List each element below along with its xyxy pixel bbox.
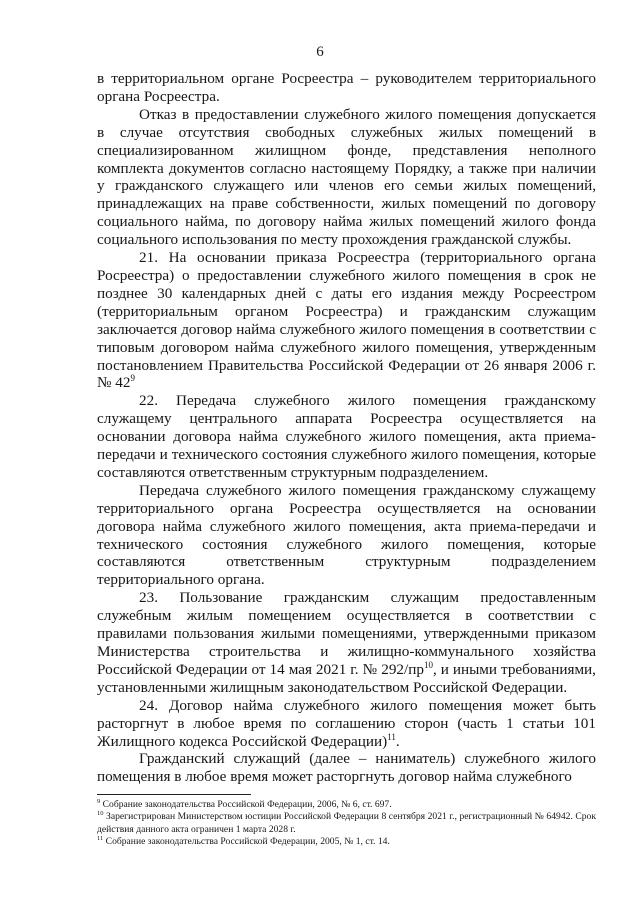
page-number: 6 [316,44,324,60]
paragraph-clause-22: 22. Передача служебного жилого помещения гражданскому служащему центрального аппарата Росреестра осуществляется на основании договора найма служебного жилого помещения, акта приема-передачи и технического состояния служебного жилого помещения, которые составляются ответственным структурным подразделением. [97,392,596,481]
paragraph-clause-23: 23. Пользование гражданским служащим предоставленным служебным жилым помещением осуществляется в соответствии с правилами пользования жилыми помещениями, утвержденными приказом Министерства строительства и жилищно-коммунального хозяйства Российской Федерации от 14 мая 2021 г. № $292/пр^{10}$, и иными требованиями, установленными жилищным законодательством Российской Федерации. [97,589,596,696]
footnote-ref-9[interactable]: 9 [130,373,135,384]
footnote-9: $^9$ Собрание законодательства Российской Федерации, 2006, № 6, ст. 697. [97,798,392,810]
footnote-11: $^{11}$ Собрание законодательства Российской Федерации, 2005, № 1, ст. 14. [97,835,390,848]
footnote-ref-11[interactable]: 11 [387,731,396,742]
footnote-ref-10[interactable]: 10 [423,659,433,670]
paragraph-territorial-transfer: Передача служебного жилого помещения гражданскому служащему территориального органа Росреестра осуществляется на основании договора найма служебного жилого помещения, акта приема-передачи и технического состояния служебного жилого помещения, которые составляются ответственным структурным подразделением территориального органа. [97,481,596,589]
paragraph-clause-24: 24. Договор найма служебного жилого помещения может быть расторгнут в любое время по соглашению сторон (часть 1 статьи 101 Жилищного кодекса Российской Федерации)$^{11}$. [97,696,596,750]
footnote-divider [97,794,251,795]
paragraph-clause-21: 21. На основании приказа Росреестра (территориального органа Росреестра) о предоставлении служебного жилого помещения в срок не позднее 30 календарных дней с даты его издания между Росреестром (территориальным органом Росреестра) и гражданским служащим заключается договор найма служебного жилого помещения в соответствии с типовым договором найма служебного жилого помещения, утвержденным постановлением Правительства Российской Федерации от 26 января 2006 г. № $42^9$ [97,249,596,392]
paragraph-refusal-conditions: Отказ в предоставлении служебного жилого помещения допускается в случае отсутствия свободных служебных жилых помещений в специализированном жилищном фонде, представления неполного комплекта документов согласно настоящему Порядку, а также при наличии у гражданского служащего или членов его семьи жилых помещений, принадлежащих на праве собственности, жилых помещений по договору социального найма, по договору найма жилых помещений жилого фонда социального использования по месту прохождения гражданской службы. [97,105,596,249]
paragraph-continuation: в территориальном органе Росреестра – руководителем территориального органа Росреестра. [97,70,596,105]
document-body [97,70,596,786]
footnotes [97,799,596,849]
paragraph-tenant-termination: Гражданский служащий (далее – наниматель) служебного жилого помещения в любое время может расторгнуть договор найма служебного [97,750,596,786]
footnote-10: $^{10}$ Зарегистрирован Министерством юстиции Российской Федерации 8 сентября 2021 г., регистрационный № 64942. Срок действия данного акта ограничен 1 марта 2028 г. [97,810,596,835]
